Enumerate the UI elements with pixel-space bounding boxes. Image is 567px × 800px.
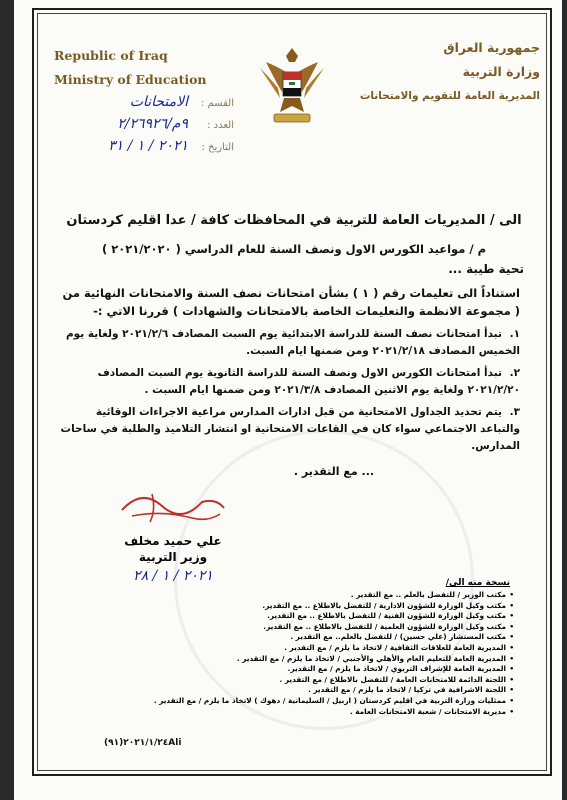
decision-text: تبدأ امتحانات نصف السنة للدراسة الابتدائية يوم السبت المصادف ٢٠٢١/٢/٦ ولغاية يوم الخميس المصادف ٢٠٢١/٢/١٨ ومن ضمنها ايام السبت. — [65, 328, 520, 357]
decision-item — [54, 404, 520, 455]
header-ministry-ar: وزارة التربية — [462, 64, 540, 79]
header-arabic — [360, 36, 540, 108]
header-republic-ar: جمهورية العراق — [443, 40, 540, 55]
header-ministry-en: Ministry of Education — [54, 72, 207, 87]
signatory-name: علي حميد مخلف — [124, 534, 222, 548]
ref-date-label: التاريخ : — [201, 142, 234, 153]
ref-section-value: الامتحانات — [129, 94, 188, 110]
copy-recipient: • المديرية العامة للتعليم العام والأهلي والأجنبي / لاتخاذ ما يلزم / مع التقدير . — [234, 654, 514, 665]
decision-text: يتم تحديد الجداول الامتحانية من قبل ادارات المدارس مراعية الاجراءات الوقائية والتباعد الاجتماعي سواء كان في القاعات الامتحانية او انتشار التلاميذ والطلبة في ساحات المدارس. — [60, 406, 520, 452]
letter-addressee: الى / المديريات العامة للتربية في المحافظات كافة / عدا اقليم كردستان — [66, 213, 522, 228]
decision-number: ١. — [509, 328, 520, 340]
signatory-title: وزير التربية — [138, 550, 208, 564]
decision-item — [54, 365, 520, 399]
letter-greeting: تحية طيبة ... — [448, 262, 524, 276]
copy-recipient: • مكتب الوزير / للتفضل بالعلم .. مع التقدير . — [234, 590, 514, 601]
decision-text: تبدأ امتحانات الكورس الاول ونصف السنة للدراسة الثانوية يوم السبت المصادف ٢٠٢١/٢/٢٠ ولغاية يوم الاثنين المصادف ٢٠٢١/٣/٨ ومن ضمنها ايام السبت . — [97, 367, 520, 396]
ref-date-value: ٢٠٢١ / ١ / ٣١ — [108, 138, 188, 154]
decision-item — [54, 326, 520, 360]
decision-list — [54, 326, 534, 455]
ref-number-row — [54, 116, 234, 138]
copies-title: نسخة منه الى/ — [445, 578, 510, 588]
signatory-block — [108, 534, 238, 584]
copies-to — [153, 578, 514, 717]
ref-number-value: ٩م/٢/٢٦٩٢٦ — [117, 116, 188, 132]
copy-recipient: • مكتب المستشار (علي حسين) / للتفضل بالعلم.. مع التقدير . — [234, 632, 514, 643]
copy-recipient: • مكتب وكيل الوزارة للشؤون الادارية / للتفضل بالاطلاع .. مع التقدير. — [234, 601, 514, 612]
ref-section-row — [54, 94, 234, 116]
copy-recipient: • مديرية الامتحانات / شعبة الامتحانات العامة . — [234, 707, 514, 718]
decision-number: ٢. — [509, 367, 520, 379]
letter-subject: م / مواعيد الكورس الاول ونصف السنة للعام الدراسي ( ٢٠٢١/٢٠٢٠ ) — [101, 242, 487, 256]
copy-recipient: • المديرية العامة للإشراف التربوي / لاتخاذ ما يلزم / مع التقدير. — [234, 664, 514, 675]
footer-code: (٩١)٢٠٢١/١/٢٤Ali — [104, 738, 182, 748]
letter-closing: ... مع التقدير . — [293, 465, 375, 478]
header-republic-en: Republic of Iraq — [54, 48, 168, 63]
handwritten-signature-icon — [112, 480, 232, 530]
copy-recipient: • اللجنة الاشرافية في تركيا / لاتخاذ ما يلزم / مع التقدير . — [234, 685, 514, 696]
letter-intro: استناداً الى تعليمات رقم ( ١ ) بشأن امتحانات نصف السنة والامتحانات النهائية من ( مجموعة الانظمة والتعليمات الخاصة بالامتحانات والشهادات ) قررنا الاتي :- — [62, 286, 520, 318]
letter-body — [54, 200, 534, 478]
header-english — [54, 44, 207, 92]
ref-date-row — [54, 138, 234, 160]
signatory-date: ٢٠٢١ / ١ / ٢٨ — [133, 568, 213, 584]
copy-recipient: • ممثليات وزارة التربية في اقليم كردستان ( اربيل / السليمانية / دهوك ) لاتخاذ ما يلزم / مع التقدير . — [234, 696, 514, 707]
decision-number: ٣. — [509, 406, 520, 418]
document-page — [14, 0, 562, 800]
iraq-eagle-emblem-icon — [256, 42, 328, 128]
copies-list — [153, 590, 514, 717]
header-directorate-ar: المديرية العامة للتقويم والامتحانات — [359, 90, 540, 102]
copy-recipient: • اللجنة الدائمة للامتحانات العامة / للتفضل بالاطلاع / مع التقدير . — [234, 675, 514, 686]
reference-block — [54, 94, 234, 160]
ref-number-label: العدد : — [207, 120, 234, 131]
ref-section-label: القسم : — [200, 98, 234, 109]
copy-recipient: • مكتب وكيل الوزارة للشؤون العلمية / للتفضل بالاطلاع .. مع التقدير. — [234, 622, 514, 633]
copy-recipient: • المديرية العامة للعلاقات الثقافية / لاتخاذ ما يلزم / مع التقدير . — [234, 643, 514, 654]
copy-recipient: • مكتب وكيل الوزارة للشؤون الفنية / للتفضل بالاطلاع .. مع التقدير. — [234, 611, 514, 622]
